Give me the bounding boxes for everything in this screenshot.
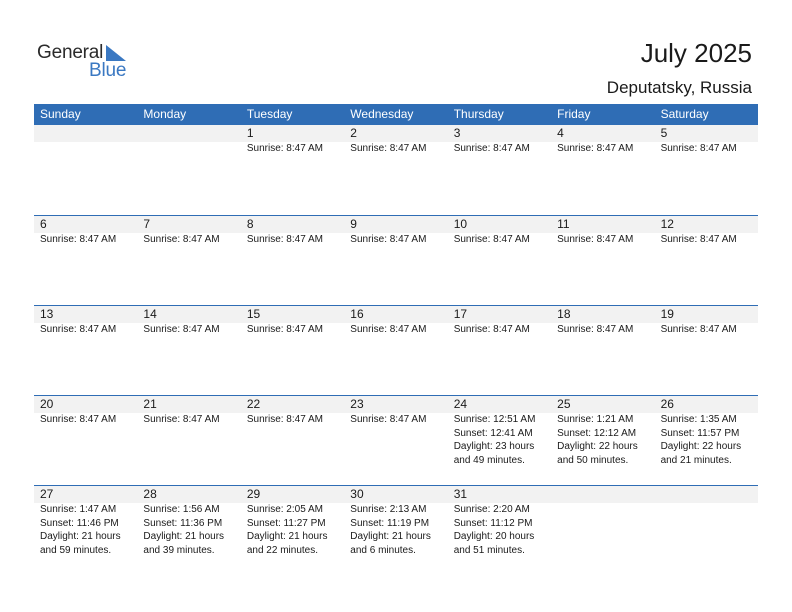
weekday-tuesday: Tuesday <box>246 107 293 121</box>
sun-info-line: Sunrise: 8:47 AM <box>557 324 634 335</box>
day-number: 6 <box>34 216 137 233</box>
day-number <box>655 486 758 503</box>
day-number <box>551 486 654 503</box>
day-number: 26 <box>655 396 758 413</box>
sun-info-line: and 21 minutes. <box>660 454 732 466</box>
day-cell <box>137 396 240 485</box>
day-cell <box>137 216 240 305</box>
day-sun-info <box>448 323 551 337</box>
day-cell <box>448 306 551 395</box>
sun-info-line: and 51 minutes. <box>453 544 525 556</box>
day-sun-info <box>448 413 551 467</box>
day-sun-info <box>551 233 654 247</box>
weekday-thursday: Thursday <box>453 107 504 121</box>
weekday-saturday: Saturday <box>660 107 709 121</box>
sun-info-line: Sunrise: 1:56 AM <box>143 504 220 515</box>
day-number: 19 <box>655 306 758 323</box>
sun-info-line: Daylight: 23 hours <box>453 441 535 452</box>
day-sun-info <box>344 503 447 557</box>
day-number: 14 <box>137 306 240 323</box>
sun-info-line: Sunset: 11:36 PM <box>143 517 223 529</box>
calendar-week-row <box>34 305 758 395</box>
day-cell <box>241 216 344 305</box>
day-sun-info <box>241 233 344 247</box>
day-number: 5 <box>655 125 758 142</box>
sun-info-line: Daylight: 22 hours <box>660 441 742 452</box>
day-sun-info <box>344 413 447 427</box>
calendar-week-row <box>34 125 758 215</box>
day-number <box>34 125 137 142</box>
sun-info-line: Sunset: 11:27 PM <box>246 517 326 529</box>
day-cell <box>655 306 758 395</box>
sun-info-line: Sunrise: 12:51 AM <box>453 414 536 425</box>
day-number: 29 <box>241 486 344 503</box>
day-number: 8 <box>241 216 344 233</box>
sun-info-line: Sunrise: 8:47 AM <box>453 324 530 335</box>
generalblue-logo <box>37 42 147 82</box>
sun-info-line: Sunrise: 8:47 AM <box>246 143 323 154</box>
sun-info-line: and 59 minutes. <box>40 544 112 556</box>
calendar-week-row <box>34 215 758 305</box>
day-number: 15 <box>241 306 344 323</box>
day-cell <box>34 216 137 305</box>
sun-info-line: Sunset: 11:12 PM <box>453 517 533 529</box>
sun-info-line: Sunrise: 2:13 AM <box>350 504 427 515</box>
day-number: 9 <box>344 216 447 233</box>
day-cell <box>344 216 447 305</box>
sun-info-line: Sunset: 12:12 AM <box>557 427 637 439</box>
day-cell <box>241 486 344 575</box>
day-sun-info <box>448 503 551 557</box>
day-number: 4 <box>551 125 654 142</box>
day-sun-info <box>551 323 654 337</box>
day-number: 12 <box>655 216 758 233</box>
sun-info-line: Sunrise: 2:05 AM <box>246 504 323 515</box>
sun-info-line: Sunrise: 8:47 AM <box>557 234 634 245</box>
day-sun-info <box>137 233 240 247</box>
sun-info-line: Sunrise: 8:47 AM <box>350 234 427 245</box>
day-cell <box>448 486 551 575</box>
day-number: 20 <box>34 396 137 413</box>
day-sun-info <box>137 323 240 337</box>
sun-info-line: and 50 minutes. <box>557 454 629 466</box>
weekday-wednesday: Wednesday <box>350 107 414 121</box>
sun-info-line: Daylight: 21 hours <box>350 531 431 542</box>
sun-info-line: Sunrise: 8:47 AM <box>557 143 634 154</box>
day-sun-info <box>655 142 758 156</box>
day-number: 24 <box>448 396 551 413</box>
day-cell <box>551 216 654 305</box>
day-sun-info <box>551 142 654 156</box>
day-sun-info <box>655 413 758 467</box>
day-sun-info <box>241 323 344 337</box>
sun-info-line: Sunrise: 8:47 AM <box>143 234 220 245</box>
month-calendar <box>34 104 758 575</box>
day-number: 22 <box>241 396 344 413</box>
sun-info-line: Sunrise: 8:47 AM <box>350 414 427 425</box>
day-number: 10 <box>448 216 551 233</box>
sun-info-line: Sunrise: 1:21 AM <box>557 414 634 425</box>
sun-info-line: Sunrise: 1:47 AM <box>40 504 117 515</box>
day-sun-info <box>34 413 137 427</box>
day-sun-info <box>241 503 344 557</box>
day-cell <box>137 306 240 395</box>
day-cell <box>344 306 447 395</box>
day-number: 30 <box>344 486 447 503</box>
day-number: 7 <box>137 216 240 233</box>
day-cell <box>551 396 654 485</box>
day-cell <box>448 216 551 305</box>
day-number <box>137 125 240 142</box>
location-subtitle: Deputatsky, Russia <box>606 78 752 97</box>
weekday-header <box>34 104 758 125</box>
sun-info-line: Sunrise: 8:47 AM <box>350 143 427 154</box>
sun-info-line: Sunrise: 8:47 AM <box>246 414 323 425</box>
day-cell <box>34 125 137 215</box>
sun-info-line: Sunrise: 8:47 AM <box>246 234 323 245</box>
sun-info-line: Sunrise: 8:47 AM <box>453 234 530 245</box>
day-cell <box>241 396 344 485</box>
sun-info-line: Daylight: 22 hours <box>557 441 638 452</box>
logo-triangle-icon <box>106 45 126 61</box>
day-cell <box>448 125 551 215</box>
day-sun-info <box>551 413 654 467</box>
sun-info-line: Daylight: 21 hours <box>143 531 225 542</box>
day-cell <box>344 486 447 575</box>
sun-info-line: Sunrise: 8:47 AM <box>40 414 117 425</box>
weekday-monday: Monday <box>143 107 187 121</box>
day-cell <box>34 396 137 485</box>
sun-info-line: Sunrise: 8:47 AM <box>40 234 117 245</box>
day-sun-info <box>34 503 137 557</box>
day-sun-info <box>241 413 344 427</box>
logo-word-blue: Blue <box>89 60 127 81</box>
calendar-week-row <box>34 485 758 575</box>
day-sun-info <box>34 233 137 247</box>
day-cell <box>137 486 240 575</box>
day-number: 3 <box>448 125 551 142</box>
day-number: 1 <box>241 125 344 142</box>
day-cell <box>137 125 240 215</box>
day-number: 13 <box>34 306 137 323</box>
sun-info-line: Sunrise: 8:47 AM <box>660 234 737 245</box>
day-sun-info <box>241 142 344 156</box>
page-title: July 2025 <box>640 38 752 68</box>
weekday-sunday: Sunday <box>40 107 81 121</box>
day-number: 2 <box>344 125 447 142</box>
sun-info-line: Sunrise: 8:47 AM <box>40 324 117 335</box>
day-cell <box>344 125 447 215</box>
day-cell <box>655 486 758 575</box>
sun-info-line: Daylight: 21 hours <box>246 531 328 542</box>
day-sun-info <box>344 323 447 337</box>
day-number: 25 <box>551 396 654 413</box>
day-cell <box>655 396 758 485</box>
sun-info-line: Sunrise: 8:47 AM <box>453 143 530 154</box>
day-number: 31 <box>448 486 551 503</box>
calendar-weeks <box>34 125 758 575</box>
day-cell <box>551 306 654 395</box>
day-number: 18 <box>551 306 654 323</box>
day-cell <box>655 216 758 305</box>
calendar-week-row <box>34 395 758 485</box>
day-sun-info <box>344 142 447 156</box>
day-number: 27 <box>34 486 137 503</box>
sun-info-line: Daylight: 20 hours <box>453 531 535 542</box>
sun-info-line: and 6 minutes. <box>350 544 416 556</box>
day-number: 23 <box>344 396 447 413</box>
weekday-friday: Friday <box>557 107 591 121</box>
day-cell <box>344 396 447 485</box>
day-sun-info <box>137 413 240 427</box>
sun-info-line: Sunset: 11:57 PM <box>660 427 740 439</box>
sun-info-line: Sunrise: 8:47 AM <box>660 143 737 154</box>
day-cell <box>241 306 344 395</box>
day-sun-info <box>655 233 758 247</box>
sun-info-line: and 22 minutes. <box>246 544 319 556</box>
sun-info-line: and 39 minutes. <box>143 544 215 556</box>
sun-info-line: Sunrise: 8:47 AM <box>350 324 427 335</box>
day-cell <box>448 396 551 485</box>
sun-info-line: Sunset: 11:46 PM <box>40 517 119 529</box>
day-cell <box>241 125 344 215</box>
day-number: 11 <box>551 216 654 233</box>
day-cell <box>551 486 654 575</box>
sun-info-line: and 49 minutes. <box>453 454 525 466</box>
sun-info-line: Sunset: 12:41 AM <box>453 427 533 439</box>
day-sun-info <box>344 233 447 247</box>
day-sun-info <box>448 142 551 156</box>
day-number: 16 <box>344 306 447 323</box>
day-cell <box>34 486 137 575</box>
day-cell <box>34 306 137 395</box>
sun-info-line: Sunrise: 8:47 AM <box>143 324 220 335</box>
logo-word-general: General <box>37 42 104 63</box>
sun-info-line: Sunrise: 8:47 AM <box>246 324 323 335</box>
sun-info-line: Sunset: 11:19 PM <box>350 517 430 529</box>
day-sun-info <box>137 503 240 557</box>
sun-info-line: Sunrise: 8:47 AM <box>143 414 220 425</box>
sun-info-line: Sunrise: 2:20 AM <box>453 504 530 515</box>
day-cell <box>551 125 654 215</box>
day-number: 28 <box>137 486 240 503</box>
day-sun-info <box>448 233 551 247</box>
sun-info-line: Sunrise: 1:35 AM <box>660 414 737 425</box>
day-number: 21 <box>137 396 240 413</box>
day-sun-info <box>34 323 137 337</box>
sun-info-line: Daylight: 21 hours <box>40 531 121 542</box>
sun-info-line: Sunrise: 8:47 AM <box>660 324 737 335</box>
day-cell <box>655 125 758 215</box>
day-number: 17 <box>448 306 551 323</box>
day-sun-info <box>655 323 758 337</box>
